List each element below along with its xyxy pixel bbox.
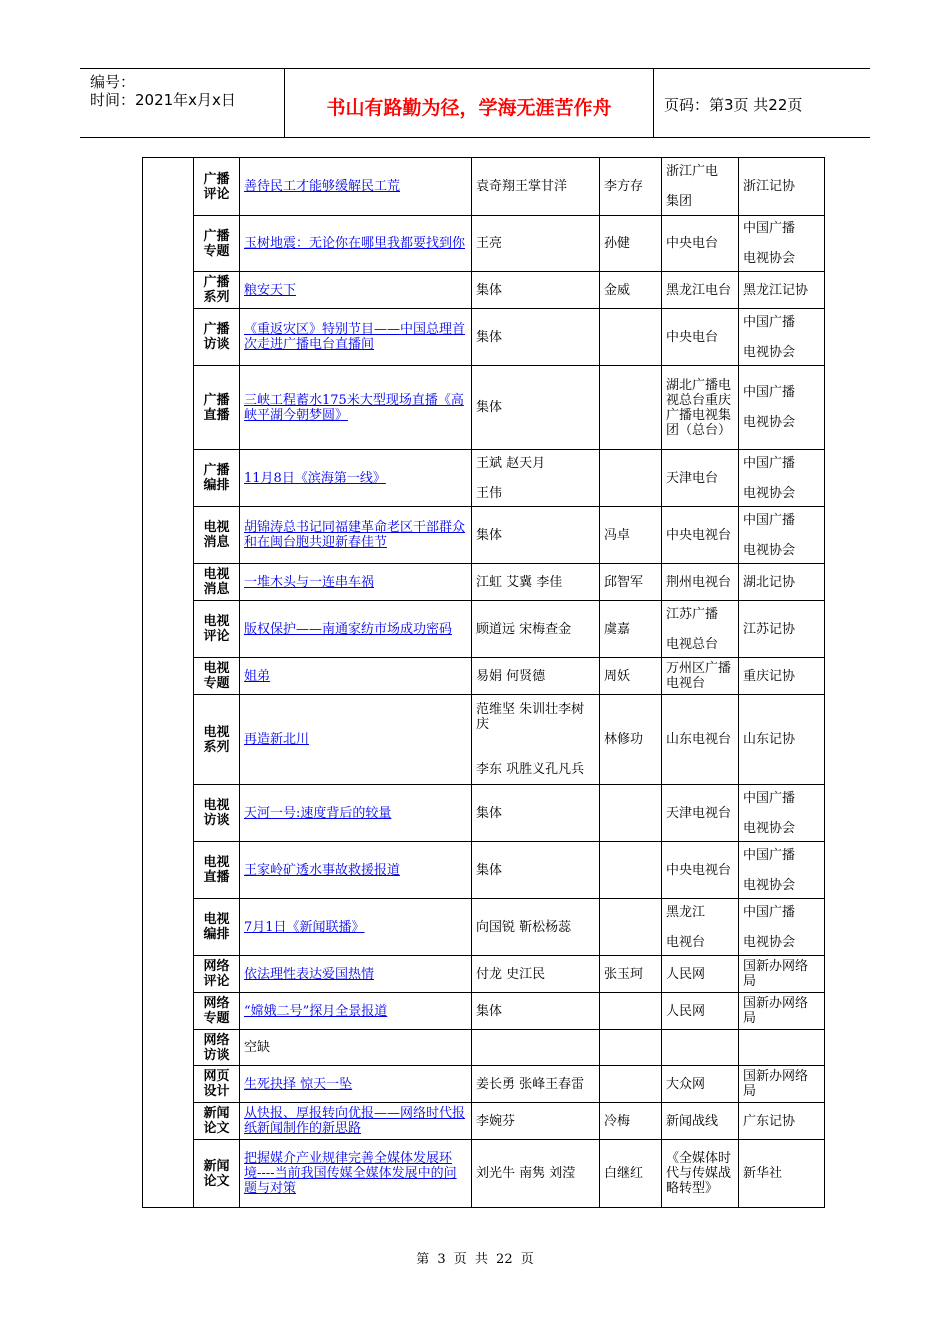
work-title-link[interactable]: 再造新北川 [244,732,310,747]
title-cell [240,993,472,1030]
page-footer: 第 3 页 共 22 页 [416,1252,534,1267]
title-cell [240,309,472,366]
table-row [143,842,825,899]
recommender-cell: 新华社 [739,1140,825,1208]
recommender-cell: 湖北记协 [739,564,825,601]
table-row [143,272,825,309]
category-cell: 电视 访谈 [194,785,240,842]
editor-cell [600,785,662,842]
title-cell [240,1030,472,1066]
work-title-link[interactable]: 生死抉择 惊天一坠 [244,1076,353,1092]
unit-cell: 山东电视台 [662,695,739,785]
author-cell: 易娟 何贤德 [472,658,600,695]
table-row [143,1103,825,1140]
category-cell: 网页 设计 [194,1066,240,1103]
category-cell: 新闻 论文 [194,1103,240,1140]
award-level-cell [143,158,194,1208]
recommender-cell: 中国广播 电视协会 [739,216,825,272]
table-row [143,158,825,216]
author-cell: 王亮 [472,216,600,272]
editor-cell: 金威 [600,272,662,309]
author-cell: 顾道远 宋梅查金 [472,601,600,658]
recommender-cell: 浙江记协 [739,158,825,216]
table-row [143,1030,825,1066]
category-cell: 新闻 论文 [194,1140,240,1208]
recommender-cell: 国新办网络局 [739,956,825,993]
recommender-cell: 中国广播 电视协会 [739,507,825,564]
recommender-cell: 中国广播 电视协会 [739,899,825,956]
editor-cell: 李方存 [600,158,662,216]
author-cell: 袁奇翔王掌甘洋 [472,158,600,216]
author-cell: 李婉芬 [472,1103,600,1140]
recommender-cell: 中国广播 电视协会 [739,785,825,842]
work-title-link[interactable]: 11月8日《滨海第一线》 [244,470,386,486]
table-row [143,1140,825,1208]
category-cell: 电视 编排 [194,899,240,956]
editor-cell [600,842,662,899]
work-title-link[interactable]: 天河一号:速度背后的较量 [244,805,392,821]
title-cell [240,216,472,272]
recommender-cell: 江苏记协 [739,601,825,658]
author-cell: 集体 [472,507,600,564]
unit-cell: 人民网 [662,956,739,993]
editor-cell: 白继红 [600,1140,662,1208]
recommender-cell: 广东记协 [739,1103,825,1140]
table-row [143,564,825,601]
work-title-link[interactable]: 《重返灾区》特别节目——中国总理首次走进广播电台直播间 [244,322,466,352]
recommender-cell: 山东记协 [739,695,825,785]
table-row [143,899,825,956]
category-cell: 网络 评论 [194,956,240,993]
category-cell: 电视 评论 [194,601,240,658]
author-cell: 范维坚 朱训壮李树庆 李东 巩胜义孔凡兵 [472,695,600,785]
title-cell [240,956,472,993]
author-cell: 向国锐 靳松杨蕊 [472,899,600,956]
author-cell: 集体 [472,272,600,309]
header-page-info: 页码：第3页 共22页 [664,95,803,114]
table-row [143,695,825,785]
editor-cell [600,309,662,366]
category-cell: 电视 直播 [194,842,240,899]
editor-cell: 周妖 [600,658,662,695]
editor-cell: 邱智军 [600,564,662,601]
unit-cell: 江苏广播 电视总台 [662,601,739,658]
table-row [143,993,825,1030]
time-label: 时间：2021年x月x日 [90,91,236,109]
editor-cell [600,366,662,450]
number-label: 编号： [90,73,136,91]
category-cell: 广播 编排 [194,450,240,507]
author-cell: 姜长勇 张峰王春雷 [472,1066,600,1103]
work-title-link[interactable]: 三峡工程蓄水175米大型现场直播《高峡平湖今朝梦圆》 [244,392,464,423]
table-row [143,366,825,450]
category-cell: 网络 访谈 [194,1030,240,1066]
author-cell: 集体 [472,785,600,842]
work-title-link[interactable]: 依法理性表达爱国热情 [244,966,375,982]
recommender-cell: 中国广播 电视协会 [739,309,825,366]
unit-cell: 中央电视台 [662,842,739,899]
title-cell [240,842,472,899]
category-cell: 电视 专题 [194,658,240,695]
editor-cell [600,1030,662,1066]
category-cell: 电视 消息 [194,507,240,564]
title-cell [240,785,472,842]
recommender-cell: 黑龙江记协 [739,272,825,309]
title-cell [240,450,472,507]
title-cell [240,1140,472,1208]
unit-cell: 天津电台 [662,450,739,507]
unit-cell: 湖北广播电视总台重庆广播电视集团（总台） [662,366,739,450]
work-title-link[interactable]: 7月1日《新闻联播》 [244,919,365,935]
editor-cell: 林修功 [600,695,662,785]
table-row [143,785,825,842]
table-row [143,956,825,993]
editor-cell [600,450,662,507]
title-cell [240,899,472,956]
unit-cell: 人民网 [662,993,739,1030]
title-cell [240,507,472,564]
work-title-link[interactable]: 王家岭矿透水事故救援报道 [244,862,401,878]
author-cell: 江虹 艾冀 李佳 [472,564,600,601]
unit-cell: 万州区广播电视台 [662,658,739,695]
work-title-link[interactable]: 把握媒介产业规律完善全媒体发展环境----当前我国传媒全媒体发展中的问题与对策 [244,1151,457,1196]
work-title-link[interactable]: 粮安天下 [244,282,297,298]
unit-cell: 黑龙江电台 [662,272,739,309]
category-cell: 广播 直播 [194,366,240,450]
work-title-link[interactable]: 玉树地震：无论你在哪里我都要找到你 [244,236,466,251]
recommender-cell [739,1030,825,1066]
header-motto: 书山有路勤为径，学海无涯苦作舟 [285,69,654,137]
unit-cell [662,1030,739,1066]
unit-cell: 中央电台 [662,216,739,272]
unit-cell: 黑龙江 电视台 [662,899,739,956]
author-cell: 集体 [472,993,600,1030]
category-cell: 广播 系列 [194,272,240,309]
page-header [80,68,870,138]
work-title-link[interactable]: 一堆木头与一连串车祸 [244,574,375,590]
header-meta [80,69,285,137]
category-cell: 广播 专题 [194,216,240,272]
unit-cell: 新闻战线 [662,1103,739,1140]
work-title-link[interactable]: 善待民工才能够缓解民工荒 [244,179,401,194]
title-cell [240,158,472,216]
title-cell [240,366,472,450]
unit-cell: 中央电视台 [662,507,739,564]
title-cell [240,601,472,658]
unit-cell: 天津电视台 [662,785,739,842]
table-row [143,216,825,272]
recommender-cell: 中国广播 电视协会 [739,450,825,507]
unit-cell: 荆州电视台 [662,564,739,601]
editor-cell: 孙健 [600,216,662,272]
unit-cell: 《全媒体时代与传媒战略转型》 [662,1140,739,1208]
work-title-text: 空缺 [244,1040,271,1055]
recommender-cell: 中国广播 电视协会 [739,842,825,899]
author-cell: 付龙 史江民 [472,956,600,993]
work-title-link[interactable]: “嫦娥二号”探月全景报道 [244,1003,388,1019]
title-cell [240,658,472,695]
work-title-link[interactable]: 姐弟 [244,668,271,684]
editor-cell: 虞嘉 [600,601,662,658]
editor-cell [600,1066,662,1103]
recommender-cell: 国新办网络局 [739,1066,825,1103]
category-cell: 广播 评论 [194,158,240,216]
author-cell: 集体 [472,309,600,366]
table-row [143,601,825,658]
title-cell [240,272,472,309]
title-cell [240,1103,472,1140]
author-cell: 集体 [472,366,600,450]
editor-cell: 冷梅 [600,1103,662,1140]
author-cell: 刘光牛 南隽 刘滢 [472,1140,600,1208]
recommender-cell: 国新办网络局 [739,993,825,1030]
table-row [143,450,825,507]
work-title-link[interactable]: 胡锦涛总书记同福建革命老区干部群众和在闽台胞共迎新春佳节 [244,520,466,550]
table-row [143,507,825,564]
table-row [143,309,825,366]
title-cell [240,1066,472,1103]
editor-cell: 冯卓 [600,507,662,564]
work-title-link[interactable]: 版权保护——南通家纺市场成功密码 [244,621,453,637]
author-cell [472,1030,600,1066]
awards-table-body [143,158,825,1208]
work-title-link[interactable]: 从快报、厚报转向优报——网络时代报纸新闻制作的新思路 [244,1106,466,1136]
table-row [143,658,825,695]
category-cell: 电视 消息 [194,564,240,601]
editor-cell: 张玉珂 [600,956,662,993]
unit-cell: 浙江广电 集团 [662,158,739,216]
title-cell [240,564,472,601]
unit-cell: 中央电台 [662,309,739,366]
category-cell: 广播 访谈 [194,309,240,366]
category-cell: 电视 系列 [194,695,240,785]
recommender-cell: 中国广播 电视协会 [739,366,825,450]
title-cell [240,695,472,785]
category-cell: 网络 专题 [194,993,240,1030]
unit-cell: 大众网 [662,1066,739,1103]
author-cell: 王斌 赵天月 王伟 [472,450,600,507]
editor-cell [600,899,662,956]
author-cell: 集体 [472,842,600,899]
editor-cell [600,993,662,1030]
table-row [143,1066,825,1103]
awards-table [142,157,825,1208]
recommender-cell: 重庆记协 [739,658,825,695]
